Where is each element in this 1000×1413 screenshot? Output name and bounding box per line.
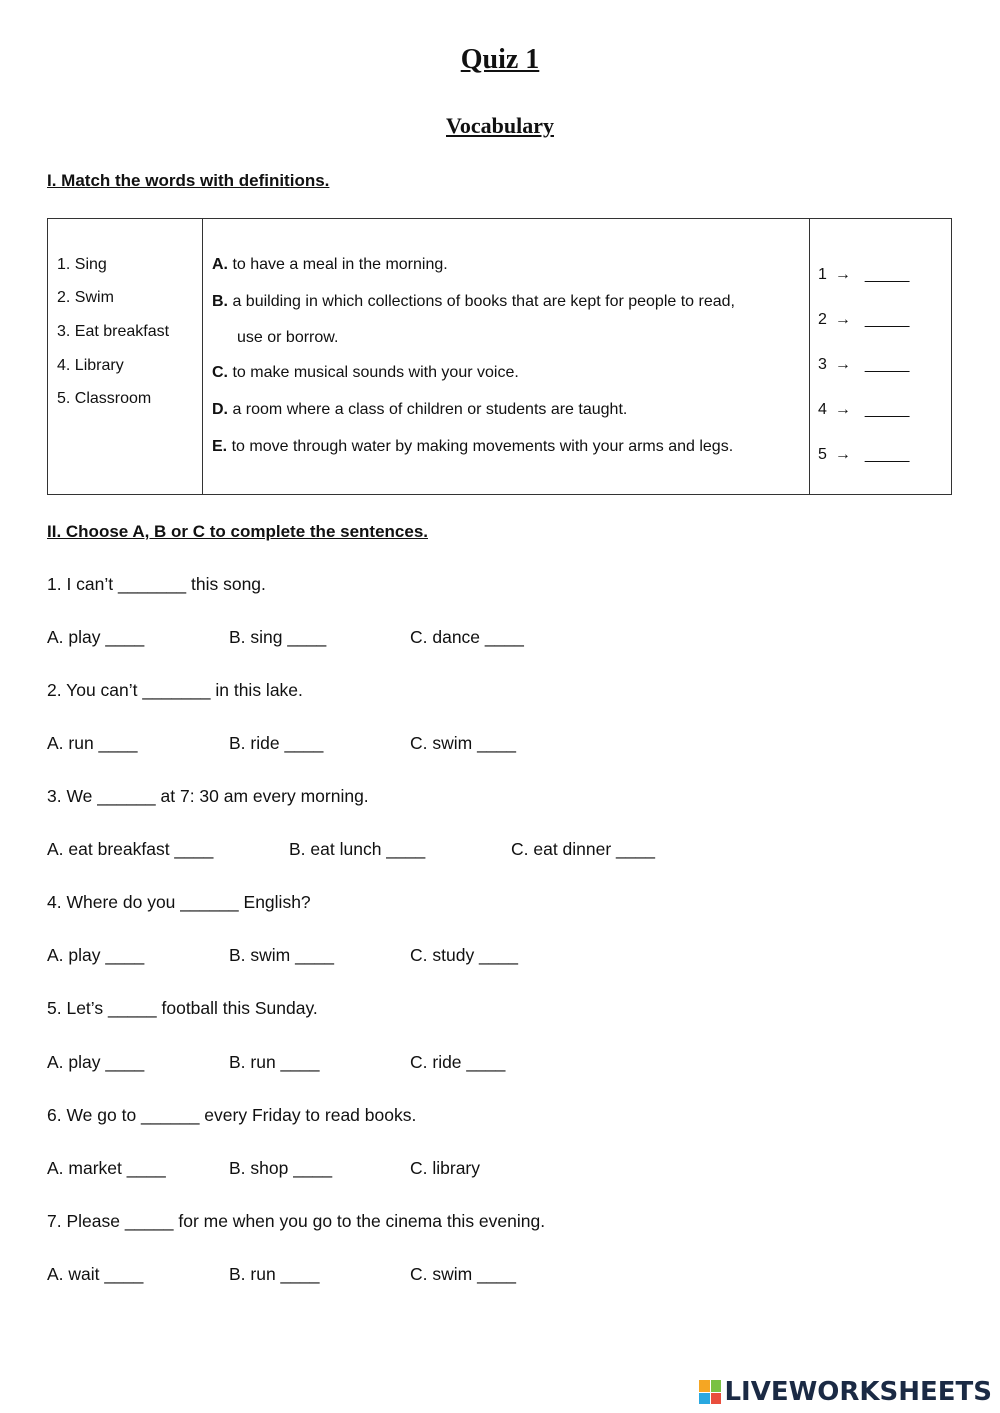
answer-number: 3 <box>818 356 827 373</box>
option-a[interactable]: A. play ____ <box>47 627 145 647</box>
part1-heading: I. Match the words with definitions. <box>47 171 330 190</box>
arrow-icon: → <box>834 311 851 328</box>
definition-text: to have a meal in the morning. <box>232 256 448 273</box>
option-c[interactable]: C. ride ____ <box>410 1052 506 1072</box>
logo-square-4 <box>711 1393 722 1405</box>
logo-square-2 <box>711 1380 722 1392</box>
definition-text: to move through water by making movements with your arms and legs. <box>231 438 734 455</box>
matching-table <box>47 218 952 495</box>
answer-slot[interactable] <box>818 266 909 284</box>
question-prompt: 4. Where do you ______ English? <box>47 892 311 912</box>
definition-letter: A. <box>212 256 228 273</box>
arrow-icon: → <box>834 356 851 373</box>
answer-number: 2 <box>818 311 827 328</box>
page-title: Quiz 1 <box>460 44 540 75</box>
question-prompt: 2. You can’t _______ in this lake. <box>47 680 303 700</box>
option-c[interactable]: C. swim ____ <box>410 733 517 753</box>
logo-text: LIVEWORKSHEETS <box>724 1377 992 1407</box>
answer-blank[interactable]: _____ <box>864 311 910 328</box>
answer-slot[interactable] <box>818 401 909 419</box>
question-prompt: 3. We ______ at 7: 30 am every morning. <box>47 786 369 806</box>
option-b[interactable]: B. shop ____ <box>229 1158 333 1178</box>
logo-square-3 <box>699 1393 710 1405</box>
option-a[interactable]: A. run ____ <box>47 733 138 753</box>
part2-heading: II. Choose A, B or C to complete the sentences. <box>47 522 428 541</box>
option-a[interactable]: A. eat breakfast ____ <box>47 839 214 859</box>
definition-item <box>212 256 448 274</box>
option-c[interactable]: C. dance ____ <box>410 627 524 647</box>
word-item: 4. Library <box>57 357 124 374</box>
definition-text: a room where a class of children or students are taught. <box>232 401 628 418</box>
definition-letter: B. <box>212 293 228 310</box>
option-c[interactable]: C. study ____ <box>410 945 518 965</box>
option-b[interactable]: B. eat lunch ____ <box>289 839 426 859</box>
answer-slot[interactable] <box>818 311 909 329</box>
definition-item <box>212 401 627 419</box>
option-b[interactable]: B. run ____ <box>229 1264 320 1284</box>
answer-slot[interactable] <box>818 356 909 374</box>
definition-item <box>212 438 733 456</box>
option-c[interactable]: C. swim ____ <box>410 1264 517 1284</box>
answer-blank[interactable]: _____ <box>864 266 910 283</box>
definition-letter: C. <box>212 364 228 381</box>
logo-mark-icon <box>699 1380 721 1404</box>
logo-square-1 <box>699 1380 710 1392</box>
arrow-icon: → <box>834 446 851 463</box>
definition-item <box>212 364 519 382</box>
answer-blank[interactable]: _____ <box>864 356 910 373</box>
arrow-icon: → <box>834 401 851 418</box>
option-b[interactable]: B. swim ____ <box>229 945 335 965</box>
definition-letter: E. <box>212 438 228 455</box>
question-prompt: 7. Please _____ for me when you go to the cinema this evening. <box>47 1211 546 1231</box>
answer-blank[interactable]: _____ <box>864 401 910 418</box>
option-a[interactable]: A. play ____ <box>47 945 145 965</box>
definition-item <box>212 293 735 311</box>
question-prompt: 6. We go to ______ every Friday to read books. <box>47 1105 417 1125</box>
option-a[interactable]: A. wait ____ <box>47 1264 144 1284</box>
definition-text: a building in which collections of books that are kept for people to read, <box>232 293 735 310</box>
liveworksheets-logo[interactable] <box>699 1377 992 1407</box>
answer-slot[interactable] <box>818 446 909 464</box>
answer-number: 5 <box>818 446 827 463</box>
answer-number: 4 <box>818 401 827 418</box>
option-b[interactable]: B. ride ____ <box>229 733 324 753</box>
option-a[interactable]: A. market ____ <box>47 1158 166 1178</box>
definition-item <box>237 329 338 347</box>
word-item: 3. Eat breakfast <box>57 323 170 340</box>
word-item: 1. Sing <box>57 256 107 273</box>
option-c[interactable]: C. eat dinner ____ <box>511 839 655 859</box>
definition-letter: D. <box>212 401 228 418</box>
word-item: 5. Classroom <box>57 390 152 407</box>
option-c[interactable]: C. library <box>410 1158 481 1178</box>
question-prompt: 5. Let’s _____ football this Sunday. <box>47 998 318 1018</box>
arrow-icon: → <box>834 266 851 283</box>
option-a[interactable]: A. play ____ <box>47 1052 145 1072</box>
word-item: 2. Swim <box>57 289 114 306</box>
definition-text: use or borrow. <box>237 329 339 346</box>
option-b[interactable]: B. run ____ <box>229 1052 320 1072</box>
answer-blank[interactable]: _____ <box>864 446 910 463</box>
definition-text: to make musical sounds with your voice. <box>232 364 519 381</box>
section-title: Vocabulary <box>446 113 554 138</box>
column-divider <box>202 219 203 494</box>
column-divider <box>809 219 810 494</box>
question-prompt: 1. I can’t _______ this song. <box>47 574 266 594</box>
answer-number: 1 <box>818 266 827 283</box>
option-b[interactable]: B. sing ____ <box>229 627 327 647</box>
